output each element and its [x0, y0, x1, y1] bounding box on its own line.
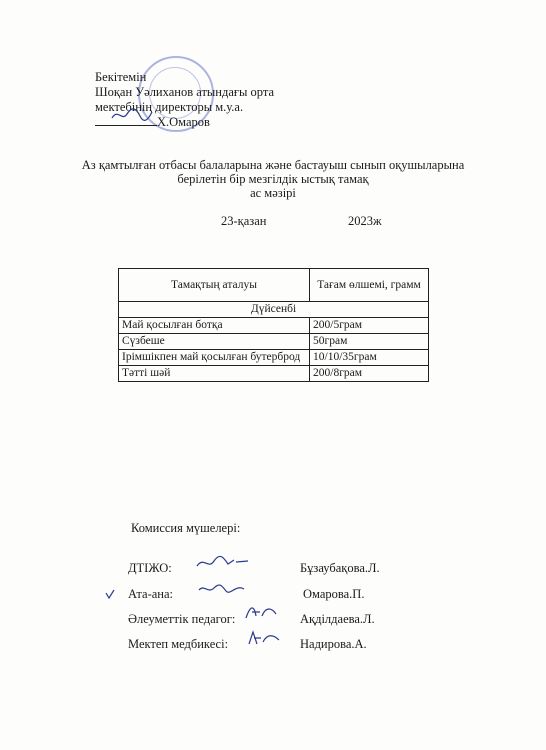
- dish-name: Ірімшікпен май қосылған бутерброд: [119, 350, 310, 366]
- member-signature: [196, 578, 248, 600]
- check-mark-icon: [104, 588, 116, 600]
- menu-date: 23-қазан: [221, 214, 267, 228]
- header-dish-name: Тамақтың аталуы: [119, 269, 310, 302]
- table-row: [119, 334, 429, 350]
- dish-portion: 200/8грам: [310, 366, 429, 382]
- member-name: Ақділдаева.Л.: [300, 612, 375, 626]
- menu-title-line3: ас мәзірі: [250, 186, 296, 200]
- director-signature: [110, 106, 154, 124]
- header-portion-size: Тағам өлшемі, грамм: [310, 269, 429, 302]
- approval-school: Шоқан Уәлиханов атындағы орта: [95, 85, 275, 99]
- member-role: Әлеуметтік педагог:: [128, 612, 236, 626]
- table-row: [119, 366, 429, 382]
- approval-director: мектебінің директоры м.у.а.: [95, 100, 244, 114]
- dish-portion: 50грам: [310, 334, 429, 350]
- table-day-row: [119, 302, 429, 318]
- member-name: Омарова.П.: [303, 587, 365, 601]
- dish-portion: 200/5грам: [310, 318, 429, 334]
- menu-title-line2: берілетін бір мезгілдік ыстық тамақ: [177, 172, 369, 186]
- member-role: ДТІЖО:: [128, 561, 172, 575]
- member-name: Бұзаубақова.Л.: [300, 561, 380, 575]
- table-row: [119, 318, 429, 334]
- dish-portion: 10/10/35грам: [310, 350, 429, 366]
- menu-table: [118, 268, 429, 382]
- dish-name: Тәтті шәй: [119, 366, 310, 382]
- menu-title-line1: Аз қамтылған отбасы балаларына және бастауыш сынып оқушыларына: [81, 158, 465, 172]
- table-row: [119, 350, 429, 366]
- commission-heading: Комиссия мүшелері:: [131, 521, 241, 535]
- day-label: Дүйсенбі: [119, 302, 429, 318]
- table-header-row: [119, 269, 429, 302]
- member-role: Ата-ана:: [128, 587, 173, 601]
- member-name: Надирова.А.: [300, 637, 367, 651]
- member-signature: [245, 626, 285, 650]
- member-role: Мектеп медбикесі:: [128, 637, 229, 651]
- member-signature: [194, 552, 250, 574]
- member-signature: [242, 600, 282, 624]
- director-name: Х.Омаров: [157, 115, 210, 129]
- approval-label: Бекітемін: [95, 70, 147, 84]
- menu-year: 2023ж: [348, 214, 382, 228]
- dish-name: Сүзбеше: [119, 334, 310, 350]
- dish-name: Май қосылған ботқа: [119, 318, 310, 334]
